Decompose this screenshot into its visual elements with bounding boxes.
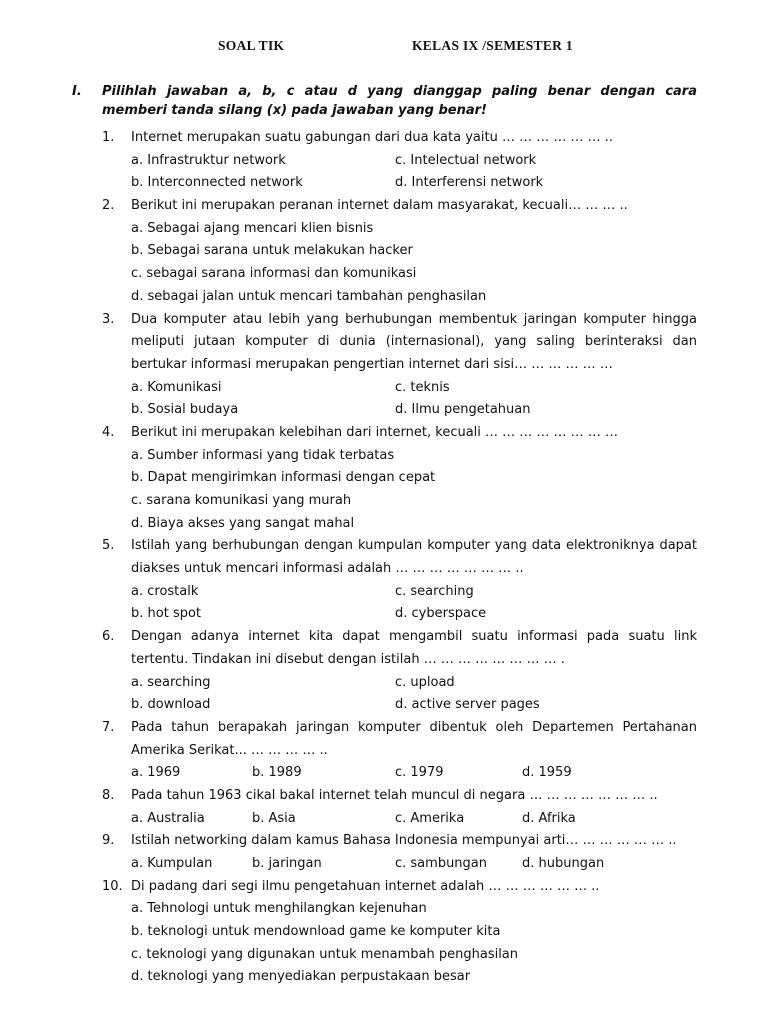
- option-row: [0, 445, 768, 468]
- answer-option: b. jaringan: [252, 856, 322, 871]
- option-row: [0, 762, 768, 785]
- answer-option: b. Sebagai sarana untuk melakukan hacker: [131, 243, 413, 259]
- question-line: [0, 830, 768, 853]
- answer-option: d. teknologi yang menyediakan perpustakaan besar: [131, 969, 471, 985]
- answer-option: c. sebagai sarana informasi dan komunikasi: [131, 266, 417, 282]
- question-number: 7.: [102, 719, 115, 735]
- option-row: [0, 581, 768, 604]
- question-text: Istilah yang berhubungan dengan kumpulan komputer yang data elektroniknya dapat: [131, 538, 697, 554]
- question-text: bertukar informasi merupakan pengertian internet dari sisi… … … … … …: [131, 356, 613, 372]
- question-number: 3.: [102, 311, 115, 327]
- question-number: 10.: [102, 878, 123, 894]
- question-line: [0, 195, 768, 218]
- question-number: 6.: [102, 629, 115, 645]
- question-line: [0, 127, 768, 150]
- option-row: [0, 672, 768, 695]
- section-number: I.: [72, 84, 82, 99]
- question-number: 2.: [102, 198, 115, 214]
- answer-option: a. 1969: [131, 765, 181, 781]
- answer-option: c. Amerika: [395, 810, 465, 826]
- question-list: [0, 127, 768, 989]
- question-item: [0, 535, 768, 626]
- question-line: [0, 740, 768, 763]
- question-line: [0, 422, 768, 445]
- option-row: [0, 853, 768, 876]
- question-number: 4.: [102, 424, 115, 440]
- question-line: [0, 331, 768, 354]
- option-row: [0, 966, 768, 989]
- question-item: [0, 717, 768, 785]
- answer-option: c. sarana komunikasi yang murah: [131, 493, 352, 508]
- subject-title: SOAL TIK: [218, 38, 285, 53]
- answer-option: b. hot spot: [131, 606, 202, 622]
- question-text: Internet merupakan suatu gabungan dari dua kata yaitu … … … … … … ..: [131, 130, 613, 145]
- question-text: Di padang dari segi ilmu pengetahuan internet adalah … … … … … … ..: [131, 878, 600, 894]
- option-row: [0, 263, 768, 286]
- question-line: [0, 558, 768, 581]
- option-row: [0, 172, 768, 195]
- question-text: Istilah networking dalam kamus Bahasa Indonesia mempunyai arti… … … … … … ..: [131, 833, 677, 849]
- class-semester-title: KELAS IX /SEMESTER 1: [412, 38, 573, 53]
- answer-option: d. cyberspace: [395, 606, 487, 622]
- answer-option: d. Biaya akses yang sangat mahal: [131, 515, 355, 531]
- option-row: [0, 467, 768, 490]
- answer-option: a. Sumber informasi yang tidak terbatas: [131, 447, 395, 463]
- document-header: [0, 38, 768, 58]
- option-row: [0, 898, 768, 921]
- answer-option: a. Sebagai ajang mencari klien bisnis: [131, 220, 374, 236]
- option-row: [0, 513, 768, 536]
- question-number: 9.: [102, 833, 115, 849]
- question-item: [0, 785, 768, 830]
- answer-option: b. Sosial budaya: [131, 402, 239, 418]
- question-line: [0, 309, 768, 332]
- option-row: [0, 377, 768, 400]
- question-item: [0, 422, 768, 535]
- answer-option: a. Kumpulan: [131, 856, 213, 871]
- answer-option: c. sambungan: [395, 856, 488, 871]
- question-text: Berikut ini merupakan kelebihan dari internet, kecuali … … … … … … … …: [131, 424, 618, 440]
- question-line: [0, 717, 768, 740]
- question-item: [0, 309, 768, 422]
- question-text: Dua komputer atau lebih yang berhubungan membentuk jaringan komputer hingga: [131, 311, 697, 327]
- answer-option: d. Ilmu pengetahuan: [395, 402, 531, 418]
- answer-option: d. sebagai jalan untuk mencari tambahan penghasilan: [131, 288, 487, 304]
- answer-option: d. Afrika: [522, 810, 576, 826]
- question-item: [0, 195, 768, 308]
- answer-option: c. upload: [395, 674, 455, 690]
- question-text: Pada tahun 1963 cikal bakal internet telah muncul di negara … … … … … … … ..: [131, 787, 658, 803]
- option-row: [0, 921, 768, 944]
- question-text: Amerika Serikat... … … … … ..: [131, 742, 328, 758]
- question-item: [0, 876, 768, 989]
- answer-option: d. active server pages: [395, 697, 540, 713]
- question-item: [0, 127, 768, 195]
- answer-option: d. hubungan: [522, 856, 605, 871]
- answer-option: a. Infrastruktur network: [131, 152, 286, 168]
- option-row: [0, 240, 768, 263]
- question-text: Dengan adanya internet kita dapat mengambil suatu informasi pada suatu link: [131, 629, 697, 645]
- option-row: [0, 286, 768, 309]
- question-line: [0, 354, 768, 377]
- answer-option: b. download: [131, 697, 211, 713]
- question-line: [0, 785, 768, 808]
- option-row: [0, 808, 768, 831]
- question-number: 5.: [102, 538, 115, 554]
- question-number: 8.: [102, 787, 115, 803]
- answer-option: d. 1959: [522, 765, 572, 781]
- question-text: Pada tahun berapakah jaringan komputer dibentuk oleh Departemen Pertahanan: [131, 719, 697, 735]
- instruction-text: Pilihlah jawaban a, b, c atau d yang dianggap paling benar dengan cara memberi tanda silang (x) pada jawaban yang benar!: [102, 84, 697, 118]
- question-text: meliputi jutaan komputer di dunia (internasional), yang saling berinteraksi dan: [131, 334, 697, 350]
- answer-option: a. Komunikasi: [131, 379, 222, 395]
- answer-option: b. Dapat mengirimkan informasi dengan cepat: [131, 470, 436, 486]
- question-text: Berikut ini merupakan peranan internet dalam masyarakat, kecuali… … … ..: [131, 198, 628, 214]
- option-row: [0, 490, 768, 513]
- answer-option: c. teknologi yang digunakan untuk menambah penghasilan: [131, 946, 519, 962]
- question-item: [0, 830, 768, 875]
- option-row: [0, 150, 768, 173]
- answer-option: a. crostalk: [131, 583, 199, 599]
- answer-option: c. Intelectual network: [395, 152, 537, 168]
- answer-option: c. teknis: [395, 379, 450, 395]
- question-text: tertentu. Tindakan ini disebut dengan istilah … … … … … … … … .: [131, 651, 565, 667]
- answer-option: c. searching: [395, 583, 474, 599]
- option-row: [0, 218, 768, 241]
- answer-option: c. 1979: [395, 765, 444, 781]
- answer-option: a. searching: [131, 674, 211, 690]
- answer-option: b. Asia: [252, 810, 296, 826]
- question-number: 1.: [102, 130, 115, 145]
- option-row: [0, 944, 768, 967]
- option-row: [0, 399, 768, 422]
- answer-option: a. Tehnologi untuk menghilangkan kejenuhan: [131, 901, 427, 917]
- question-item: [0, 626, 768, 717]
- question-line: [0, 649, 768, 672]
- answer-option: d. Interferensi network: [395, 175, 544, 191]
- question-line: [0, 535, 768, 558]
- question-text: diakses untuk mencari informasi adalah … … … … … … … ..: [131, 561, 524, 577]
- answer-option: b. Interconnected network: [131, 175, 303, 191]
- option-row: [0, 694, 768, 717]
- option-row: [0, 603, 768, 626]
- answer-option: b. 1989: [252, 765, 302, 781]
- question-line: [0, 876, 768, 899]
- answer-option: a. Australia: [131, 810, 205, 826]
- question-line: [0, 626, 768, 649]
- answer-option: b. teknologi untuk mendownload game ke komputer kita: [131, 924, 501, 940]
